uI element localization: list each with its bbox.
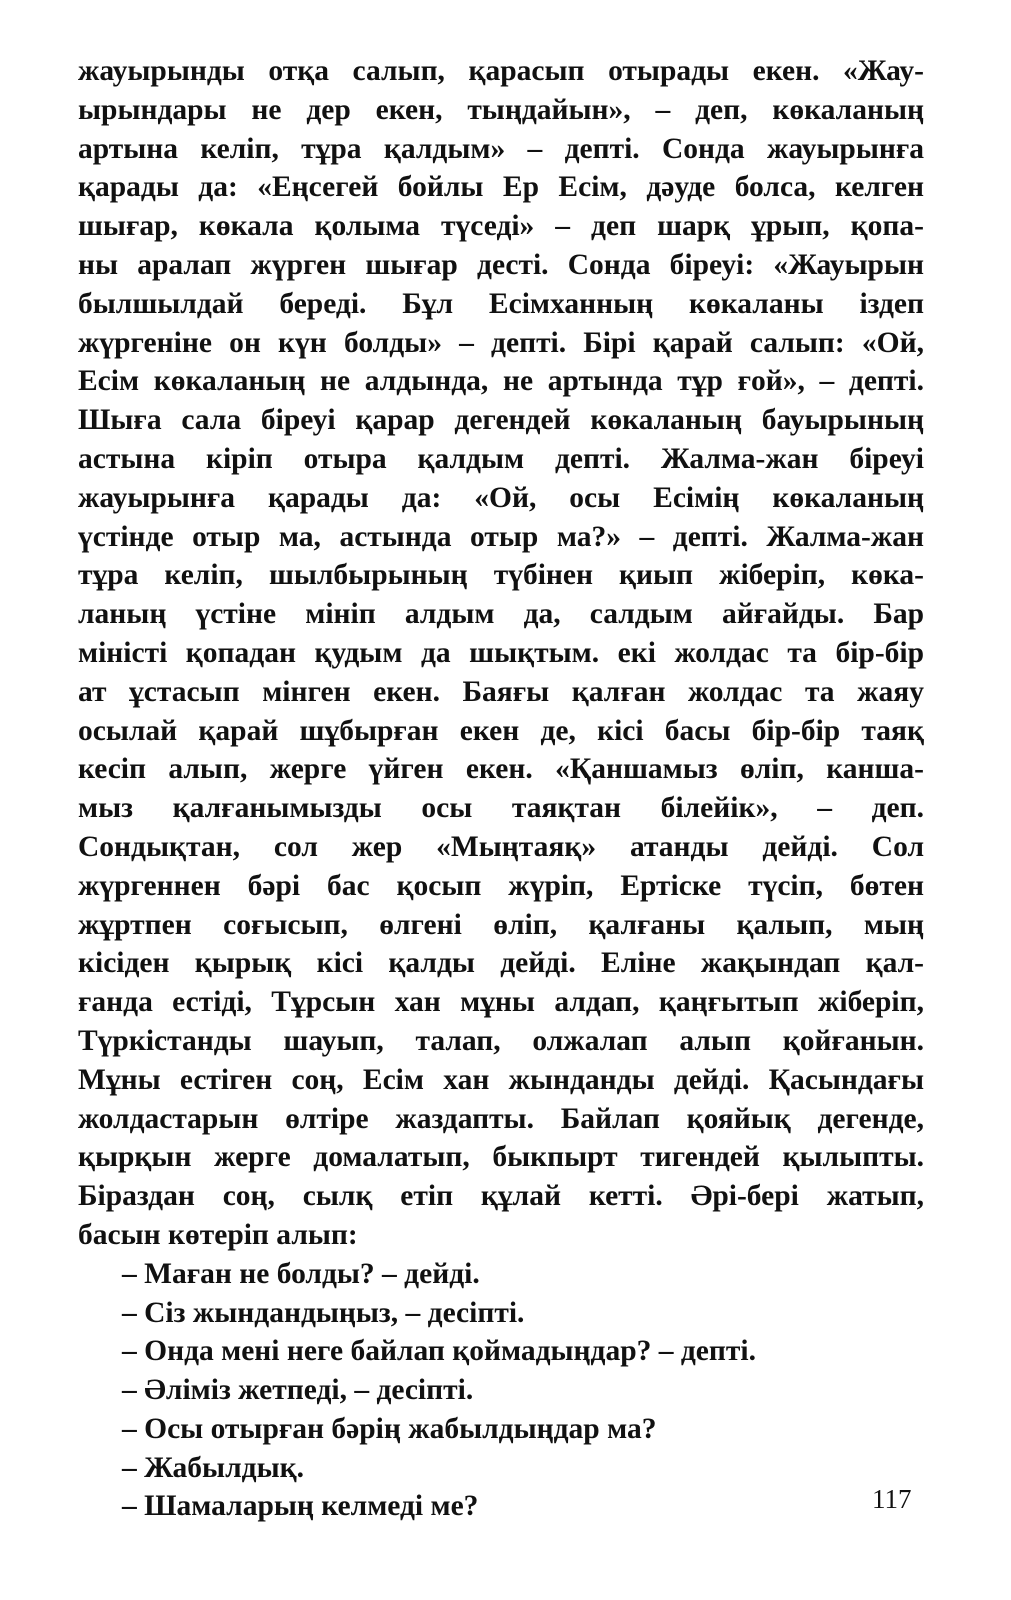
text-line: жауырынды отқа салып, қарасып отырады екен. «Жау- xyxy=(78,55,924,87)
text-line: тұра келіп, шылбырының түбінен қиып жіберіп, көка- xyxy=(78,559,924,592)
text-line: жүргеннен бәрі бас қосып жүріп, Ертіске түсіп, бөтен xyxy=(78,869,924,902)
text-line: жүргеніне он күн болды» – депті. Бірі қарай салып: «Ой, xyxy=(78,326,924,359)
dialogue-line: – Шамаларың келмеді ме? xyxy=(122,1490,479,1523)
dialogue-line: – Әліміз жетпеді, – десіпті. xyxy=(122,1374,474,1407)
text-line: артына келіп, тұра қалдым» – депті. Сонда жауырынға xyxy=(78,132,924,165)
text-line: ланың үстіне мініп алдым да, салдым айғайды. Бар xyxy=(78,598,924,631)
text-line: қырқын жерге домалатып, быкпырт тигендей қылыпты. xyxy=(78,1141,924,1174)
text-line: ғанда естіді, Тұрсын хан мұны алдап, қаңғытып жіберіп, xyxy=(78,986,924,1019)
text-line: Біраздан соң, сылқ етіп құлай кетті. Әрі-бері жатып, xyxy=(78,1180,924,1213)
dialogue-line: – Онда мені неге байлап қоймадыңдар? – депті. xyxy=(122,1335,756,1368)
text-line: міністі қопадан қудым да шықтым. екі жолдас та бір-бір xyxy=(78,636,924,669)
text-line: мыз қалғанымызды осы таяқтан білейік», – деп. xyxy=(78,792,924,825)
text-line: осылай қарай шұбырған екен де, кісі басы бір-бір таяқ xyxy=(78,714,924,747)
text-line: ны аралап жүрген шығар десті. Сонда біреуі: «Жауырын xyxy=(78,248,924,281)
text-line: кесіп алып, жерге үйген екен. «Қаншамыз өліп, канша- xyxy=(78,753,924,786)
dialogue-line: – Сіз жындандыңыз, – десіпті. xyxy=(122,1296,525,1329)
text-line: астына кіріп отыра қалдым депті. Жалма-жан біреуі xyxy=(78,442,924,475)
text-line: кісіден қырық кісі қалды дейді. Еліне жақындап қал- xyxy=(78,947,924,980)
text-line: қарады да: «Еңсегей бойлы Ер Есім, дәуде болса, келген xyxy=(78,171,924,204)
book-page xyxy=(78,52,924,1600)
text-line: үстінде отыр ма, астында отыр ма?» – депті. Жалма-жан xyxy=(78,520,924,553)
text-line: Шыға сала біреуі қарар дегендей көкаланың бауырының xyxy=(78,404,924,437)
dialogue-line: – Жабылдық. xyxy=(122,1451,304,1484)
text-line: жұртпен соғысып, өлгені өліп, қалғаны қалып, мың xyxy=(78,908,924,941)
text-line: ат ұстасып мінген екен. Баяғы қалған жолдас та жаяу xyxy=(78,675,924,708)
dialogue-line: – Маған не болды? – дейді. xyxy=(122,1257,480,1290)
text-line: шығар, көкала қолыма түседі» – деп шарқ ұрып, қопа- xyxy=(78,210,924,243)
text-line: Есім көкаланың не алдында, не артында тұр ғой», – депті. xyxy=(78,365,924,398)
text-line: басын көтеріп алып: xyxy=(78,1218,358,1251)
text-line: Мұны естіген соң, Есім хан жынданды дейді. Қасындағы xyxy=(78,1063,924,1096)
text-line: ырындары не дер екен, тыңдайын», – деп, көкаланың xyxy=(78,93,924,126)
text-line: жауырынға қарады да: «Ой, осы Есімің көкаланың xyxy=(78,481,924,514)
dialogue-line: – Осы отырған бәрің жабылдыңдар ма? xyxy=(122,1412,657,1445)
paragraph xyxy=(78,52,924,1255)
text-line: жолдастарын өлтіре жаздапты. Байлап қояйық дегенде, xyxy=(78,1102,924,1135)
text-line: Сондықтан, сол жер «Мыңтаяқ» атанды дейді. Сол xyxy=(78,830,924,863)
text-line: Түркістанды шауып, талап, олжалап алып қойғанын. xyxy=(78,1024,924,1057)
page-number: 117 xyxy=(872,1484,912,1514)
text-line: былшылдай береді. Бұл Есімханның көкаланы іздеп xyxy=(78,287,924,320)
dialogue xyxy=(78,1255,924,1527)
